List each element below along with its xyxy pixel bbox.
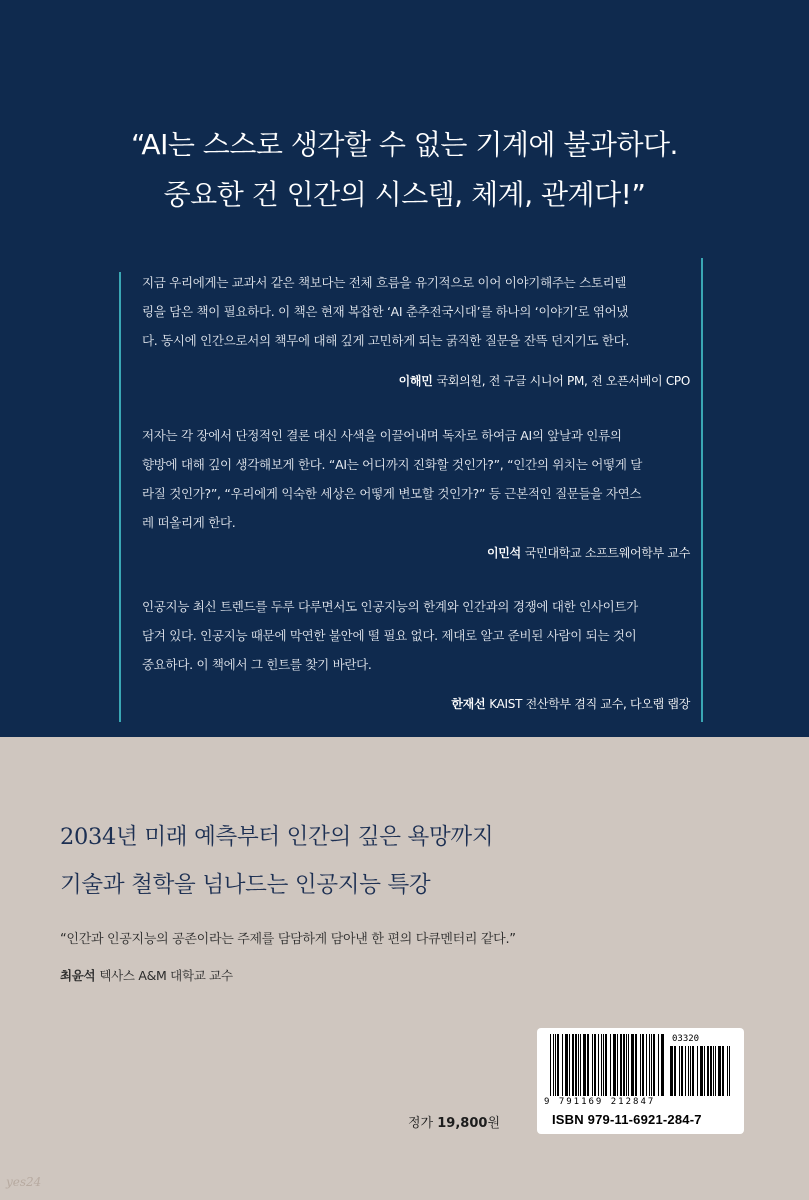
barcode-bar xyxy=(713,1046,714,1096)
author-name: 이민석 xyxy=(486,546,521,560)
price-unit: 원 xyxy=(487,1116,500,1131)
barcode-bar xyxy=(562,1034,563,1096)
barcode-bar xyxy=(601,1034,602,1096)
author-name: 이해민 xyxy=(398,374,433,388)
price xyxy=(408,1112,500,1131)
barcode-main-bars xyxy=(550,1034,665,1096)
barcode-bar xyxy=(603,1034,604,1096)
author-title: 국민대학교 소프트웨어학부 교수 xyxy=(524,546,690,560)
barcode-bar xyxy=(715,1046,716,1096)
barcode-bar xyxy=(674,1046,676,1096)
barcode-bar xyxy=(628,1034,629,1096)
barcode-bar xyxy=(578,1034,579,1096)
barcode-bar xyxy=(722,1046,724,1096)
watermark-logo: yes24 xyxy=(6,1175,42,1189)
barcode-bar xyxy=(658,1034,659,1096)
barcode-bar xyxy=(565,1034,568,1096)
barcode-bar xyxy=(553,1034,554,1096)
barcode-bar xyxy=(575,1034,577,1096)
headline-line-1: “AI는 스스로 생각할 수 없는 기계에 불과하다. xyxy=(131,128,678,161)
author-name: 최윤석 xyxy=(60,968,96,983)
barcode-addon-digits: 03320 xyxy=(672,1034,700,1044)
barcode-bar xyxy=(613,1034,616,1096)
review-line: 향방에 대해 깊이 생각해보게 한다. “AI는 어디까지 진화할 것인가?”, “인간의 위치는 어떻게 달 xyxy=(142,457,643,472)
barcode-bar xyxy=(555,1034,556,1096)
barcode-bar xyxy=(626,1034,627,1096)
review-line: 중요하다. 이 책에서 그 힌트를 찾기 바란다. xyxy=(142,657,372,672)
barcode-bar xyxy=(704,1046,705,1096)
author-name: 한재선 xyxy=(451,697,486,711)
barcode-bar xyxy=(718,1046,721,1096)
barcode-bar xyxy=(598,1034,599,1096)
endorsement-author xyxy=(60,966,233,984)
bottom-headline-line-2: 기술과 철학을 넘나드는 인공지능 특강 xyxy=(60,872,431,898)
barcode-bar xyxy=(688,1046,689,1096)
barcode-bar xyxy=(605,1034,607,1096)
review-line: 지금 우리에게는 교과서 같은 책보다는 전체 흐름을 유기적으로 이어 이야기해주는 스토리텔 xyxy=(142,275,627,290)
barcode-addon-bars xyxy=(670,1046,730,1096)
review-line: 저자는 각 장에서 단정적인 결론 대신 사색을 이끌어내며 독자로 하여금 AI의 앞날과 인류의 xyxy=(142,428,622,443)
barcode-bar xyxy=(623,1034,625,1096)
barcode-bar xyxy=(572,1034,574,1096)
price-amount: 19,800 xyxy=(437,1116,488,1131)
barcode-bar xyxy=(592,1034,593,1096)
author-title: KAIST 전산학부 겸직 교수, 다오랩 랩장 xyxy=(489,697,690,711)
author-title: 텍사스 A&M 대학교 교수 xyxy=(99,968,233,983)
barcode-bar xyxy=(594,1034,596,1096)
barcode-bar xyxy=(681,1046,683,1096)
barcode-bar xyxy=(642,1034,644,1096)
barcode-bar xyxy=(661,1034,664,1096)
barcode-bar xyxy=(580,1034,581,1096)
endorsement-quote: “인간과 인공지능의 공존이라는 주제를 담담하게 담아낸 한 편의 다큐멘터리 같다.” xyxy=(60,932,516,947)
barcode-bar xyxy=(690,1046,691,1096)
barcode-bar xyxy=(679,1046,680,1096)
author-title: 국회의원, 전 구글 시니어 PM, 전 오픈서베이 CPO xyxy=(436,374,690,388)
review-2-author xyxy=(487,544,690,561)
barcode-bar xyxy=(729,1046,730,1096)
barcode-bar xyxy=(651,1034,652,1096)
accent-line-right xyxy=(701,258,703,722)
review-line: 담겨 있다. 인공지능 때문에 막연한 불안에 떨 필요 없다. 제대로 알고 준비된 사람이 되는 것이 xyxy=(142,628,637,643)
isbn-text: ISBN 979-11-6921-284-7 xyxy=(552,1112,702,1127)
review-line: 인공지능 최신 트렌드를 두루 다루면서도 인공지능의 한계와 인간과의 경쟁에 대한 인사이트가 xyxy=(142,599,638,614)
accent-line-left xyxy=(119,272,121,722)
bottom-headline xyxy=(60,813,493,909)
barcode-bar xyxy=(550,1034,551,1096)
barcode-bar xyxy=(653,1034,655,1096)
barcode-bar xyxy=(640,1034,641,1096)
barcode-bar xyxy=(635,1034,637,1096)
barcode-bar xyxy=(646,1034,647,1096)
barcode-bar xyxy=(692,1046,694,1096)
barcode-bar xyxy=(617,1034,618,1096)
review-1-author xyxy=(399,372,690,389)
review-2 xyxy=(142,421,690,537)
cover-headline xyxy=(0,120,809,220)
review-line: 레 떠올리게 한다. xyxy=(142,515,236,530)
barcode-bar xyxy=(710,1046,712,1096)
barcode-bar xyxy=(569,1034,570,1096)
barcode-bar xyxy=(707,1046,709,1096)
barcode-bar xyxy=(557,1034,559,1096)
barcode-bar xyxy=(583,1034,586,1096)
barcode-digits: 9 791169 212847 xyxy=(544,1097,656,1107)
barcode-bar xyxy=(587,1034,589,1096)
headline-line-2: 중요한 건 인간의 시스템, 체계, 관계다!” xyxy=(163,178,646,211)
price-label: 정가 xyxy=(408,1116,434,1131)
barcode-bar xyxy=(727,1046,728,1096)
barcode-bar xyxy=(631,1034,634,1096)
barcode-bar xyxy=(610,1034,611,1096)
review-line: 다. 동시에 인간으로서의 책무에 대해 깊게 고민하게 되는 굵직한 질문을 잔뜩 던지기도 한다. xyxy=(142,333,630,348)
barcode-bar xyxy=(685,1046,686,1096)
bottom-headline-line-1: 2034년 미래 예측부터 인간의 깊은 욕망까지 xyxy=(60,824,494,850)
review-line: 라질 것인가?”, “우리에게 익숙한 세상은 어떻게 변모할 것인가?” 등 근본적인 질문들을 자연스 xyxy=(142,486,642,501)
barcode-bar xyxy=(697,1046,698,1096)
barcode-bar xyxy=(620,1034,622,1096)
barcode-bar xyxy=(670,1046,673,1096)
review-1 xyxy=(142,268,690,355)
review-3-author xyxy=(451,695,690,712)
barcode-bar xyxy=(649,1034,650,1096)
barcode-bar xyxy=(700,1046,703,1096)
review-line: 링을 담은 책이 필요하다. 이 책은 현재 복잡한 ‘AI 춘추전국시대’를 하나의 ‘이야기’로 엮어냈 xyxy=(142,304,629,319)
review-3 xyxy=(142,592,690,679)
